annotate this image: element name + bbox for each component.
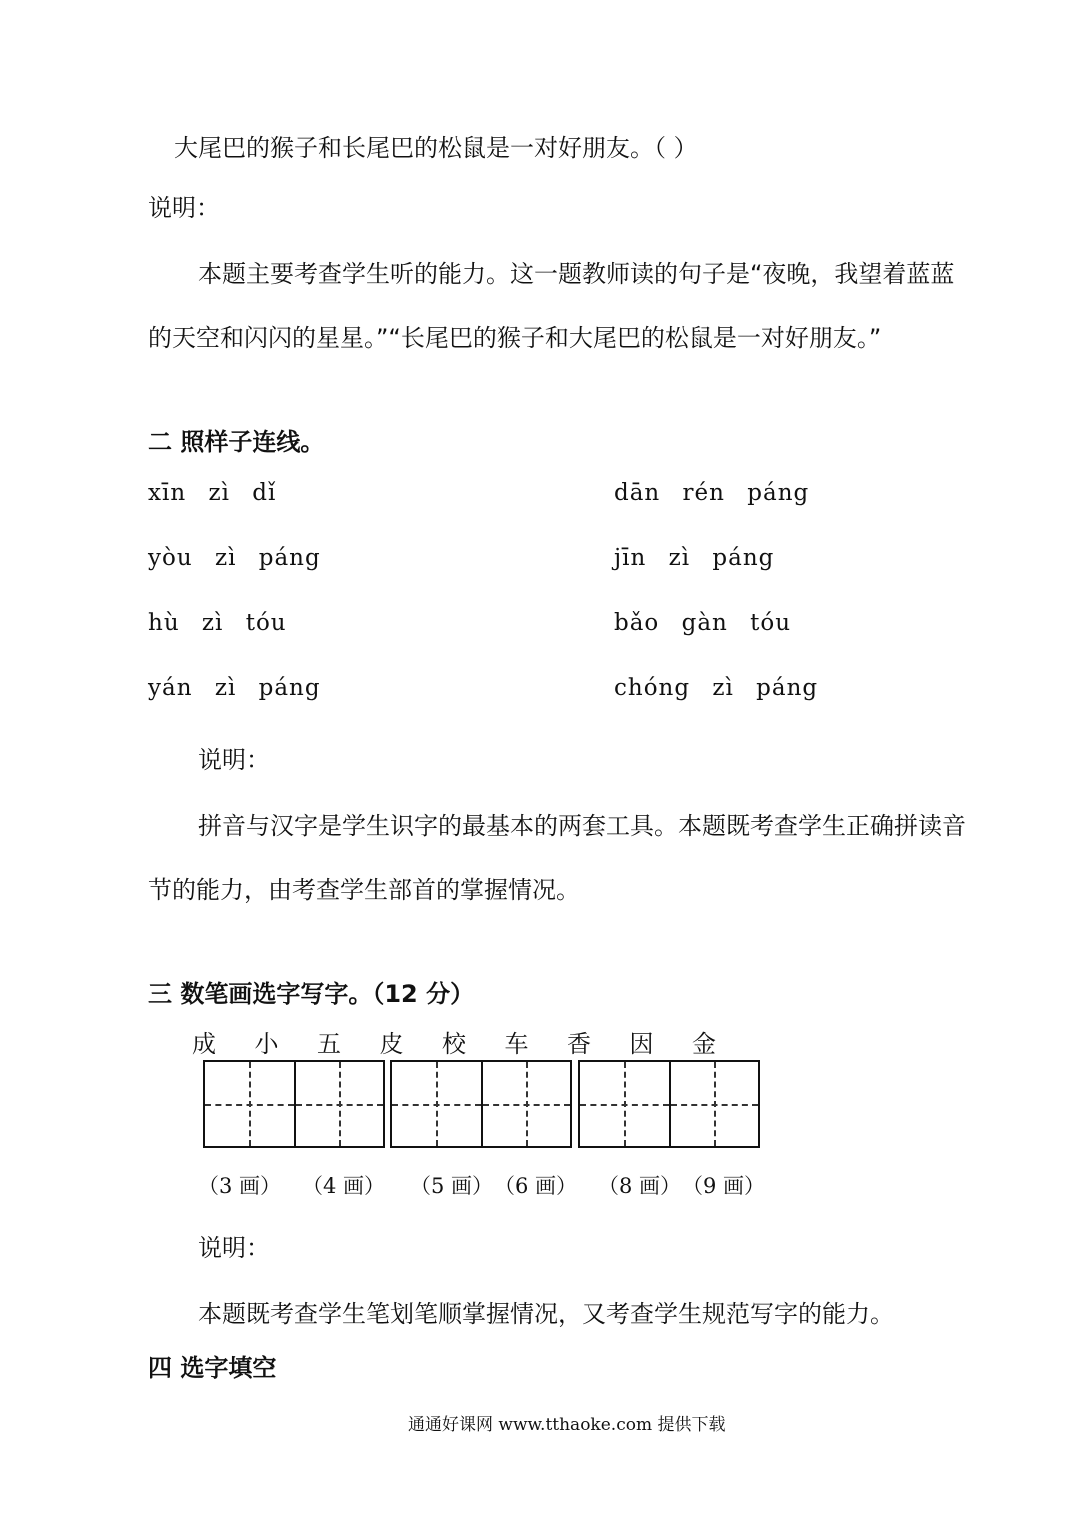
note-3-line-1: 本题既考查学生笔划笔顺掌握情况，又考查学生规范写字的能力。 xyxy=(198,1300,894,1328)
char-choice: 车 xyxy=(504,1030,529,1058)
writing-grid-2 xyxy=(390,1060,572,1148)
note-2-line-2: 节的能力，由考查学生部首的掌握情况。 xyxy=(148,876,580,904)
writing-cell[interactable] xyxy=(580,1062,669,1146)
char-choice: 金 xyxy=(692,1030,716,1058)
note-1-line-2: 的天空和闪闪的星星。”“长尾巴的猴子和大尾巴的松鼠是一对好朋友。” xyxy=(148,324,882,352)
note-2-line-1: 拼音与汉字是学生识字的最基本的两套工具。本题既考查学生正确拼读音 xyxy=(198,812,966,840)
section-4-heading: 四 选字填空 xyxy=(148,1354,277,1382)
writing-cell[interactable] xyxy=(392,1062,481,1146)
char-choice: 皮 xyxy=(379,1030,404,1058)
stroke-label: （3 画） xyxy=(198,1174,282,1198)
section-3-heading: 三 数笔画选字写字。（12 分） xyxy=(148,980,475,1008)
pinyin-left-4: yán zì páng xyxy=(148,675,321,701)
note-label-2: 说明： xyxy=(198,746,270,774)
stroke-label: （4 画） xyxy=(302,1174,386,1198)
writing-grid-3 xyxy=(578,1060,760,1148)
page-footer: 通通好课网 www.tthaoke.com 提供下载 xyxy=(408,1415,726,1435)
pinyin-right-1: dān rén páng xyxy=(614,480,810,506)
stroke-label: （5 画） xyxy=(410,1174,494,1198)
question-sentence: 大尾巴的猴子和长尾巴的松鼠是一对好朋友。（ ） xyxy=(174,134,698,162)
writing-cell[interactable] xyxy=(294,1062,383,1146)
char-choice: 香 xyxy=(567,1030,591,1058)
pinyin-left-2: yòu zì páng xyxy=(148,545,321,571)
stroke-label: （9 画） xyxy=(682,1174,766,1198)
writing-cell[interactable] xyxy=(205,1062,294,1146)
section-2-heading: 二 照样子连线。 xyxy=(148,428,325,456)
char-choice: 因 xyxy=(629,1030,654,1058)
writing-grid-1 xyxy=(203,1060,385,1148)
pinyin-right-3: bǎo gàn tóu xyxy=(614,610,792,636)
pinyin-left-3: hù zì tóu xyxy=(148,610,287,636)
note-label-3: 说明： xyxy=(198,1234,270,1262)
stroke-label: （6 画） xyxy=(494,1174,578,1198)
pinyin-right-4: chóng zì páng xyxy=(614,675,819,701)
pinyin-left-1: xīn zì dǐ xyxy=(148,480,277,506)
writing-cell[interactable] xyxy=(669,1062,758,1146)
note-label-1: 说明： xyxy=(148,194,220,222)
char-choice: 成 xyxy=(192,1030,216,1058)
stroke-label: （8 画） xyxy=(598,1174,682,1198)
writing-cell[interactable] xyxy=(481,1062,570,1146)
note-1-line-1: 本题主要考查学生听的能力。这一题教师读的句子是“夜晚，我望着蓝蓝 xyxy=(198,260,955,288)
char-choice: 小 xyxy=(254,1030,279,1058)
pinyin-right-2: jīn zì páng xyxy=(614,545,775,571)
character-choices xyxy=(192,1024,755,1059)
char-choice: 五 xyxy=(317,1030,341,1058)
char-choice: 校 xyxy=(442,1030,466,1058)
